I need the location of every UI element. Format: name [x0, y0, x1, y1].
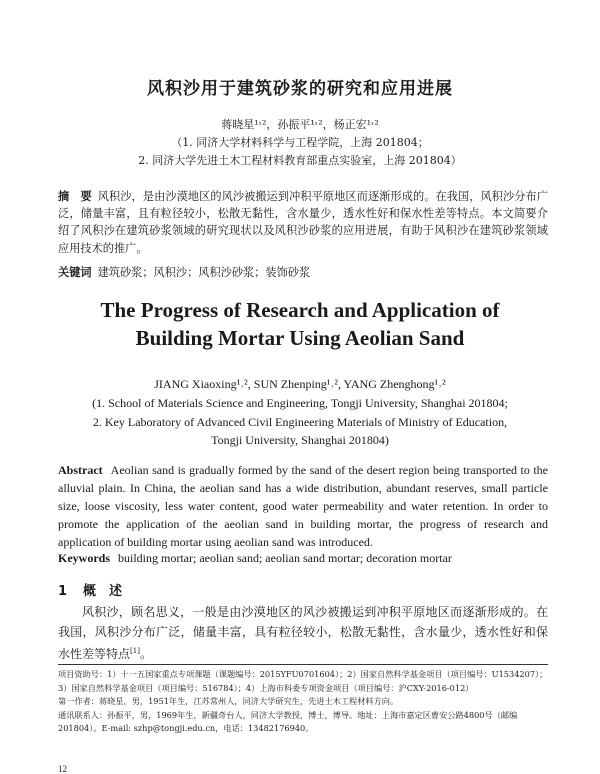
english-keywords-text: building mortar; aeolian sand; aeolian sand mortar; decoration mortar [118, 551, 452, 565]
footnotes [58, 668, 548, 736]
section-heading [58, 580, 138, 599]
english-keywords [58, 551, 548, 566]
section-number: 1 [58, 584, 68, 599]
chinese-abstract-label: 摘 要 [58, 190, 92, 203]
footnote-divider [58, 664, 548, 665]
chinese-keywords [58, 264, 548, 280]
english-abstract [58, 461, 548, 551]
english-title-line-2: Building Mortar Using Aeolian Sand [135, 326, 465, 350]
section-body-end: 。 [139, 647, 152, 661]
section-title: 概 述 [83, 584, 123, 599]
section-body-text: 风积沙，顾名思义，一般是由沙漠地区的风沙被搬运到冲积平原地区而逐渐形成的。在我国，风积沙分布广泛，储量丰富，具有粒径较小，松散无黏性，含水量少，透水性好和保水性差等特点 [58, 605, 548, 661]
footnote-funding: 项目资助号：1）十一五国家重点专项课题（课题编号：2015YFU0701604）；2）国家自然科学基金项目（项目编号：U1534207）；3）国家自然科学基金项目（项目编号：516784）；4）上海市科委专项资金项目（项目编号：沪CXY-2016-012） [58, 669, 548, 693]
chinese-abstract [58, 188, 548, 257]
chinese-title: 风积沙用于建筑砂浆的研究和应用进展 [147, 79, 453, 99]
citation-ref[interactable]: [1] [130, 647, 140, 655]
english-title [0, 296, 600, 352]
chinese-affiliation-2: 2. 同济大学先进土木工程材料教育部重点实验室，上海 201804） [138, 154, 462, 167]
page-number: 12 [58, 764, 67, 774]
footnote-first-author: 第一作者：蒋晓星，男，1951年生，江苏常州人，同济大学研究生，先进土木工程材料方向。 [58, 696, 399, 706]
english-keywords-label: Keywords [58, 551, 110, 565]
english-abstract-label: Abstract [58, 463, 103, 477]
english-affiliation-2: 2. Key Laboratory of Advanced Civil Engineering Materials of Ministry of Education, [92, 415, 508, 429]
chinese-keywords-label: 关键词 [58, 266, 92, 279]
english-affiliation-1: (1. School of Materials Science and Engineering, Tongji University, Shanghai 201804; [92, 396, 508, 410]
english-title-line-1: The Progress of Research and Application of [100, 298, 500, 322]
english-affiliation-2-cont: Tongji University, Shanghai 201804) [211, 433, 389, 447]
chinese-keywords-text: 建筑砂浆；风积沙；风积沙砂浆；装饰砂浆 [97, 266, 311, 279]
section-body [58, 603, 548, 665]
chinese-affiliation-1: （1. 同济大学材料科学与工程学院，上海 201804； [171, 136, 429, 149]
chinese-authors: 蒋晓星¹˒²，孙振平¹˒²，杨正宏¹˒² [221, 118, 379, 131]
footnote-contact: 通讯联系人：孙振平，男，1969年生，新疆奇台人，同济大学教授，博士，博导。地址：上海市嘉定区曹安公路4800号（邮编201804）。E-mail: szhp@tongji.edu.cn，电话：13482176940。 [58, 709, 518, 733]
english-authors: JIANG Xiaoxing¹˒², SUN Zhenping¹˒², YANG Zhenghong¹˒² [154, 377, 446, 391]
chinese-abstract-text: 风积沙，是由沙漠地区的风沙被搬运到冲积平原地区而逐渐形成的。在我国，风积沙分布广泛，储量丰富，且有粒径较小，松散无黏性，含水量少，透水性好和保水性差等特点。本文简要介绍了风积沙在建筑砂浆领域的研究现状以及风积沙砂浆的应用进展，有助于风积沙在建筑砂浆领域应用技术的推广。 [58, 190, 548, 255]
english-abstract-text: Aeolian sand is gradually formed by the sand of the desert region being transported to the alluvial plain. In China, the aeolian sand has a wide distribution, abundant reserves, small particle size, loose viscosity, less water content, good water permeability and water retention. In order to promote the application of the aeolian sand in building mortar, the progress of research and application of building mortar using aeolian sand was introduced. [58, 463, 548, 549]
